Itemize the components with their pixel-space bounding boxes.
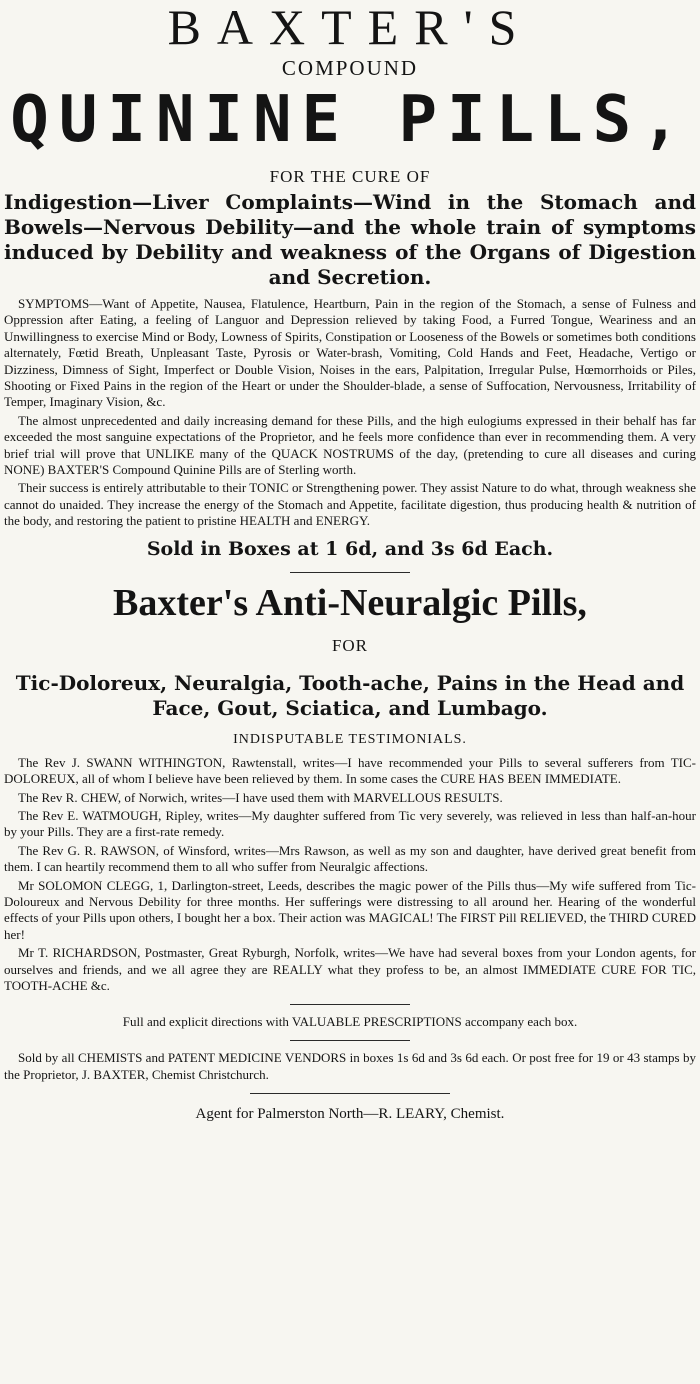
agent-line: Agent for Palmerston North—R. LEARY, Chemist. — [195, 1106, 505, 1123]
symptoms-body — [4, 296, 696, 530]
product-title: QUININE PILLS, — [10, 83, 690, 157]
second-conditions-list: Tic-Doloreux, Neuralgia, Tooth-ache, Pains in the Head and Face, Gout, Sciatica, and Lumbago. — [15, 670, 685, 720]
for-the-cure-of-line: FOR THE CURE OF — [269, 167, 431, 186]
section-divider — [290, 1040, 410, 1041]
brand-heading: BAXTER'S — [167, 0, 533, 55]
testimonial: Mr SOLOMON CLEGG, 1, Darlington-street, Leeds, describes the magic power of the Pills thus—My wife suffered from Tic-Doloureux and Nervous Debility for three months. Her sufferings were distressing to all around her. Hearing of the wonderful effects of your Pills upon others, I bought her a box. Their action was MAGICAL! The FIRST Pill RELIEVED, the THIRD CURED her! — [4, 877, 696, 942]
testimonial: The Rev E. WATMOUGH, Ripley, writes—My daughter suffered from Tic very severely, was relieved in less than half-an-hour by your Pills. They are a first-rate remedy. — [4, 807, 696, 840]
section-divider — [250, 1093, 450, 1094]
section-divider — [290, 572, 410, 573]
demand-paragraph: The almost unprecedented and daily increasing demand for these Pills, and the high eulogiums expressed in their behalf has far exceeded the most sanguine expectations of the Proprietor, and he feels more confidence than ever in recommending them. A very brief trial will prove that UNLIKE many of the QUACK NOSTRUMS of the day, (pretending to cure all diseases and curing NONE) BAXTER'S Compound Quinine Pills are of Sterling worth. — [4, 412, 696, 478]
price-line: Sold in Boxes at 1 6d, and 3s 6d Each. — [146, 537, 554, 560]
testimonials-heading: INDISPUTABLE TESTIMONIALS. — [233, 731, 467, 747]
compound-subtitle: COMPOUND — [281, 56, 419, 80]
testimonial: The Rev J. SWANN WITHINGTON, Rawtenstall, writes—I have recommended your Pills to several sufferers from TIC-DOLOREUX, all of whom I believe have been relieved by them. In some cases the CURE HAS BEEN IMMEDIATE. — [4, 754, 696, 787]
conditions-list: Indigestion—Liver Complaints—Wind in the Stomach and Bowels—Nervous Debility—and the whole train of symptoms induced by Debility and weakness of the Organs of Digestion and Secretion. — [4, 190, 696, 289]
section-divider — [290, 1004, 410, 1005]
testimonials-body — [4, 755, 696, 995]
testimonial: Mr T. RICHARDSON, Postmaster, Great Ryburgh, Norfolk, writes—We have had several boxes from your London agents, for ourselves and friends, and we all agree they are REALLY what they profess to be, an almost IMMEDIATE CURE FOR TIC, TOOTH-ACHE &c. — [4, 945, 696, 993]
directions-line: Full and explicit directions with VALUABLE PRESCRIPTIONS accompany each box. — [122, 1014, 578, 1030]
success-paragraph: Their success is entirely attributable to their TONIC or Strengthening power. They assist Nature to do what, through weakness she cannot do unaided. They increase the energy of the Stomach and Appetite, facilitate digestion, thus producing health & nutrition of the body, and restoring the patient to pristine HEALTH and ENERGY. — [4, 480, 696, 529]
testimonial: The Rev R. CHEW, of Norwich, writes—I have used them with MARVELLOUS RESULTS. — [18, 789, 503, 805]
sold-by-paragraph: Sold by all CHEMISTS and PATENT MEDICINE VENDORS in boxes 1s 6d and 3s 6d each. Or post free for 19 or 43 stamps by the Proprietor, J. BAXTER, Chemist Christchurch. — [4, 1050, 696, 1083]
testimonial: The Rev G. R. RAWSON, of Winsford, writes—Mrs Rawson, as well as my son and daughter, have derived great benefit from them. I can heartily recommend them to all who suffer from Neuralgic affections. — [4, 842, 696, 875]
symptoms-paragraph: SYMPTOMS—Want of Appetite, Nausea, Flatulence, Heartburn, Pain in the region of the Stomach, a sense of Fulness and Oppression after Eating, a feeling of Languor and Depression relieved by taking Food, a Furred Tongue, Weariness and an Unwillingness to exercise Mind or Body, Lowness of Spirits, Constipation or Looseness of the Bowels or sometimes both conditions alternately, Fœtid Breath, Unpleasant Taste, Pyrosis or Water-brash, Vomiting, Cold Hands and Feet, Headache, Vertigo or Dizziness, Dimness of Sight, Imperfect or Double Vision, Noises in the ears, Palpitation, Irregular Pulse, Hœmorrhoids or Piles, Shooting or Fixed Pains in the region of the Heart or under the Shoulder-blade, a sense of Suffocation, Nervousness, Irritability of Temper, Imaginary Vision, &c. — [4, 296, 696, 410]
for-line: FOR — [331, 635, 369, 655]
second-product-title: Baxter's Anti-Neuralgic Pills, — [113, 581, 587, 624]
advertisement-page — [0, 2, 700, 1384]
